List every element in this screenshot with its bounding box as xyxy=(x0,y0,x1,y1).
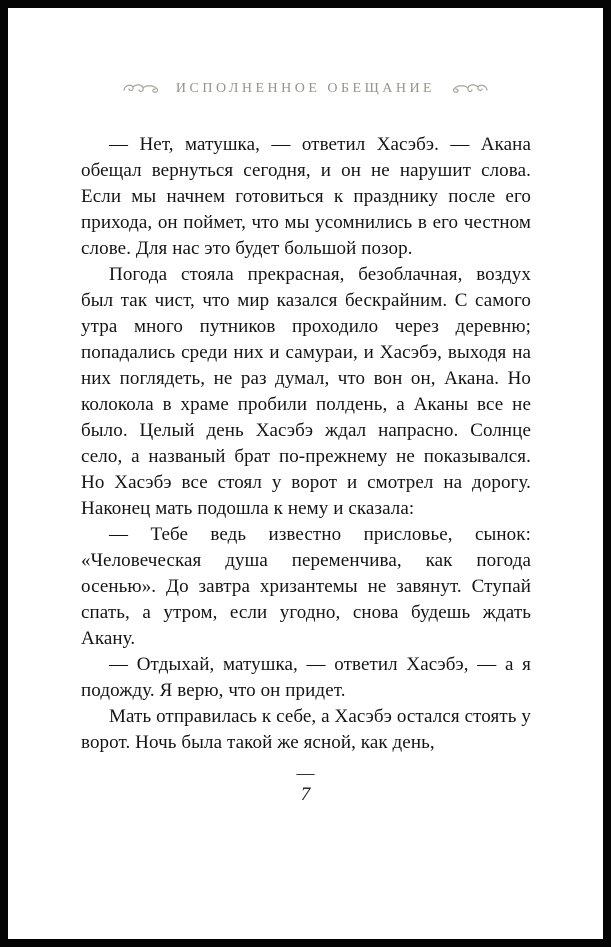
page-number: 7 xyxy=(300,784,311,805)
cloud-ornament-right-icon xyxy=(449,82,489,96)
paragraph: — Тебе ведь известно присловье, сынок: «Человеческая душа переменчива, как погода осенью». До завтра хризантемы не завянут. Ступай спать, а утром, если угодно, снова будешь ждать Акану. xyxy=(81,524,531,649)
paragraph: Погода стояла прекрасная, безоблачная, воздух был так чист, что мир казался бескрайним. С самого утра много путников проходило через деревню; попадались среди них и самураи, и Хасэбэ, выходя на них поглядеть, не раз думал, что вон он, Акана. Но колокола в храме пробили полдень, а Аканы все не было. Целый день Хасэбэ ждал напрасно. Солнце село, а названый брат по-прежнему не показывался. Но Хасэбэ все стоял у ворот и смотрел на дорогу. Наконец мать подошла к нему и сказала: xyxy=(81,264,531,519)
chapter-title: ИСПОЛНЕННОЕ ОБЕЩАНИЕ xyxy=(175,81,436,96)
cloud-ornament-left-icon xyxy=(122,82,162,96)
footer-divider: — xyxy=(296,763,315,783)
paragraph: — Нет, матушка, — ответил Хасэбэ. — Акана обещал вернуться сегодня, и он не нарушит слова. Если мы начнем готовиться к празднику после его прихода, он поймет, что мы усомнились в его честном слове. Для нас это будет большой позор. xyxy=(81,134,531,259)
paragraph: Мать отправилась к себе, а Хасэбэ остался стоять у ворот. Ночь была такой же ясной, как день, xyxy=(81,706,531,753)
chapter-header xyxy=(8,80,603,98)
paragraph: — Отдыхай, матушка, — ответил Хасэбэ, — а я подожду. Я верю, что он придет. xyxy=(81,654,531,701)
page-footer xyxy=(8,763,603,806)
page-body xyxy=(8,132,603,756)
